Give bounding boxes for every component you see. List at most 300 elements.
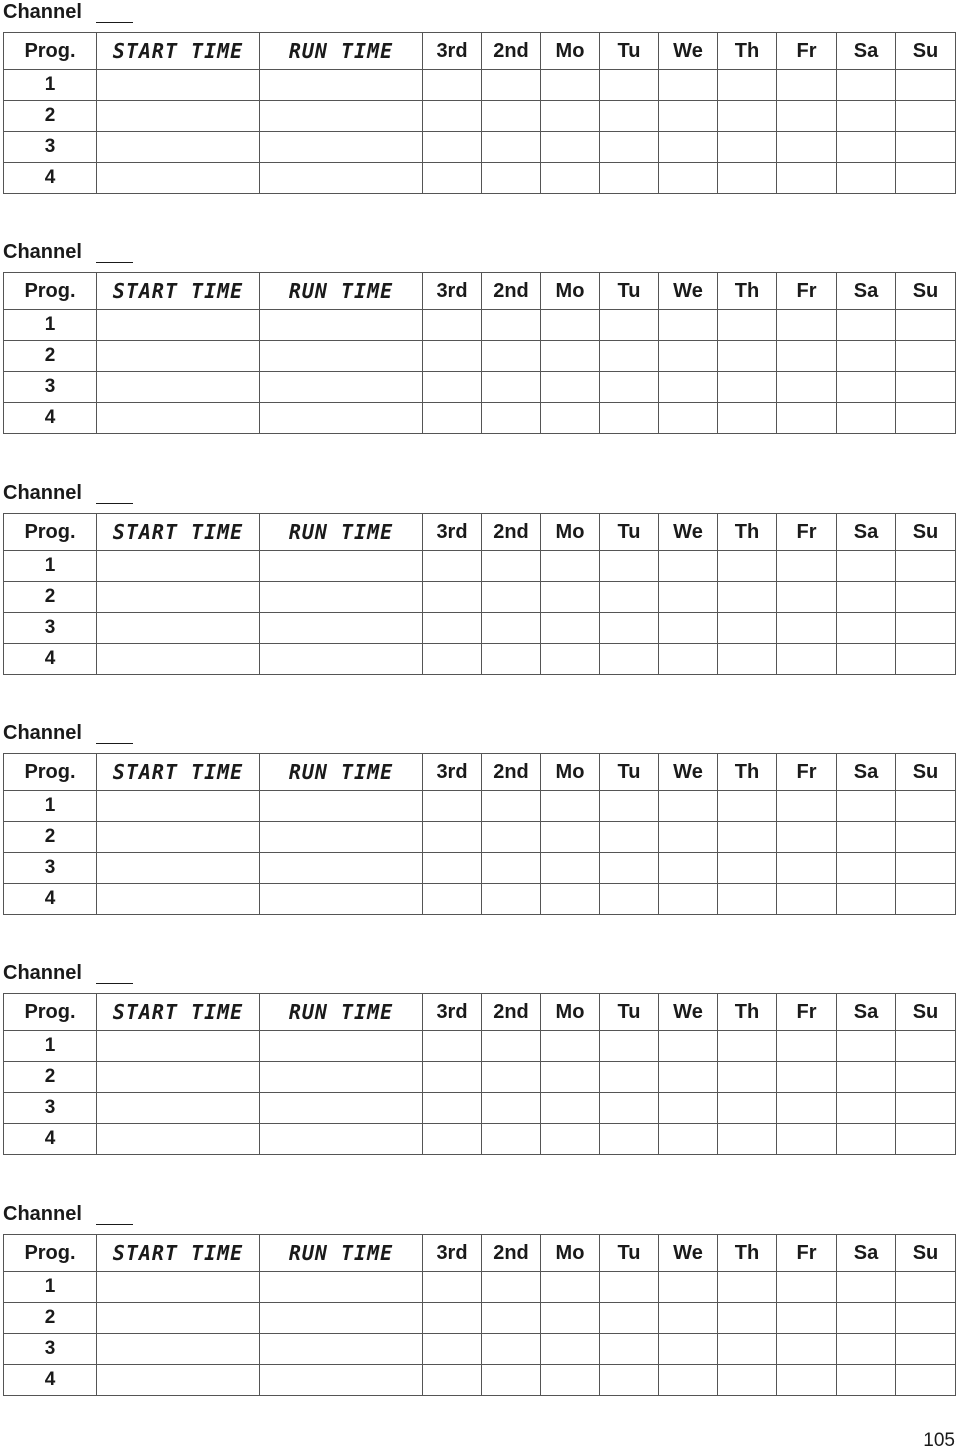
run-time-cell[interactable] [260, 1303, 423, 1334]
third-cell[interactable] [423, 853, 482, 884]
day-cell[interactable] [541, 101, 600, 132]
program-row [4, 1365, 956, 1396]
start-time-cell[interactable] [97, 644, 260, 675]
day-cell[interactable] [896, 644, 956, 675]
second-cell[interactable] [482, 644, 541, 675]
day-header: Th [718, 754, 777, 791]
day-cell[interactable] [777, 372, 837, 403]
second-cell[interactable] [482, 884, 541, 915]
day-cell[interactable] [777, 132, 837, 163]
third-cell[interactable] [423, 884, 482, 915]
day-cell[interactable] [837, 1093, 896, 1124]
run-time-cell[interactable] [260, 132, 423, 163]
schedule-table [3, 32, 956, 194]
second-cell[interactable] [482, 101, 541, 132]
start-time-cell[interactable] [97, 1365, 260, 1396]
day-cell[interactable] [541, 644, 600, 675]
second-cell[interactable] [482, 1062, 541, 1093]
day-cell[interactable] [896, 582, 956, 613]
day-cell[interactable] [541, 853, 600, 884]
header-row [4, 514, 956, 551]
day-cell[interactable] [837, 644, 896, 675]
day-cell[interactable] [659, 132, 718, 163]
day-cell[interactable] [718, 341, 777, 372]
third-cell[interactable] [423, 551, 482, 582]
program-number: 4 [4, 644, 97, 675]
day-cell[interactable] [837, 341, 896, 372]
day-cell[interactable] [896, 1303, 956, 1334]
run-time-cell[interactable] [260, 403, 423, 434]
day-cell[interactable] [659, 822, 718, 853]
start-time-cell[interactable] [97, 1031, 260, 1062]
third-cell[interactable] [423, 1124, 482, 1155]
start-time-cell[interactable] [97, 613, 260, 644]
day-cell[interactable] [777, 613, 837, 644]
second-cell[interactable] [482, 70, 541, 101]
second-cell[interactable] [482, 132, 541, 163]
day-cell[interactable] [896, 1031, 956, 1062]
prog-header: Prog. [4, 1235, 97, 1272]
start-time-cell[interactable] [97, 1062, 260, 1093]
day-cell[interactable] [541, 822, 600, 853]
run-time-cell[interactable] [260, 791, 423, 822]
day-cell[interactable] [718, 403, 777, 434]
day-header: Tu [600, 1235, 659, 1272]
day-cell[interactable] [896, 1093, 956, 1124]
channel-number-field[interactable] [96, 22, 133, 23]
day-cell[interactable] [600, 132, 659, 163]
day-cell[interactable] [600, 403, 659, 434]
channel-number-field[interactable] [96, 1224, 133, 1225]
day-cell[interactable] [541, 70, 600, 101]
day-cell[interactable] [600, 1303, 659, 1334]
day-cell[interactable] [541, 341, 600, 372]
run-time-cell[interactable] [260, 341, 423, 372]
day-cell[interactable] [600, 1365, 659, 1396]
day-cell[interactable] [896, 1272, 956, 1303]
day-cell[interactable] [600, 582, 659, 613]
run-time-cell[interactable] [260, 1272, 423, 1303]
run-time-cell[interactable] [260, 822, 423, 853]
third-cell[interactable] [423, 644, 482, 675]
second-cell[interactable] [482, 341, 541, 372]
run-time-header: RUN TIME [260, 1235, 423, 1272]
start-time-cell[interactable] [97, 372, 260, 403]
day-header: We [659, 33, 718, 70]
day-cell[interactable] [896, 853, 956, 884]
day-cell[interactable] [600, 1062, 659, 1093]
day-cell[interactable] [659, 1303, 718, 1334]
run-time-cell[interactable] [260, 310, 423, 341]
day-cell[interactable] [718, 1365, 777, 1396]
day-cell[interactable] [777, 1272, 837, 1303]
day-cell[interactable] [777, 341, 837, 372]
day-cell[interactable] [777, 310, 837, 341]
channel-section [0, 721, 960, 921]
third-cell[interactable] [423, 310, 482, 341]
program-number: 1 [4, 70, 97, 101]
day-cell[interactable] [659, 551, 718, 582]
day-cell[interactable] [541, 884, 600, 915]
day-cell[interactable] [896, 1334, 956, 1365]
start-time-cell[interactable] [97, 163, 260, 194]
start-time-cell[interactable] [97, 791, 260, 822]
day-cell[interactable] [837, 1031, 896, 1062]
day-cell[interactable] [718, 132, 777, 163]
day-cell[interactable] [659, 403, 718, 434]
second-cell[interactable] [482, 582, 541, 613]
day-cell[interactable] [896, 1365, 956, 1396]
day-cell[interactable] [718, 163, 777, 194]
day-cell[interactable] [659, 70, 718, 101]
start-time-cell[interactable] [97, 132, 260, 163]
day-cell[interactable] [659, 1093, 718, 1124]
day-header: Tu [600, 273, 659, 310]
day-cell[interactable] [837, 1334, 896, 1365]
day-cell[interactable] [718, 582, 777, 613]
third-cell[interactable] [423, 822, 482, 853]
day-cell[interactable] [837, 1365, 896, 1396]
day-cell[interactable] [896, 551, 956, 582]
day-cell[interactable] [659, 1365, 718, 1396]
day-cell[interactable] [718, 884, 777, 915]
day-cell[interactable] [600, 310, 659, 341]
run-time-cell[interactable] [260, 644, 423, 675]
day-cell[interactable] [777, 582, 837, 613]
day-cell[interactable] [541, 1124, 600, 1155]
day-header: Su [896, 1235, 956, 1272]
day-cell[interactable] [896, 613, 956, 644]
start-time-cell[interactable] [97, 1334, 260, 1365]
start-time-cell[interactable] [97, 1124, 260, 1155]
day-cell[interactable] [600, 551, 659, 582]
day-cell[interactable] [541, 1303, 600, 1334]
day-cell[interactable] [541, 403, 600, 434]
run-time-cell[interactable] [260, 551, 423, 582]
day-cell[interactable] [718, 310, 777, 341]
day-cell[interactable] [718, 853, 777, 884]
second-header: 2nd [482, 273, 541, 310]
day-cell[interactable] [837, 791, 896, 822]
third-cell[interactable] [423, 1334, 482, 1365]
day-cell[interactable] [659, 613, 718, 644]
second-cell[interactable] [482, 163, 541, 194]
day-cell[interactable] [659, 1062, 718, 1093]
day-cell[interactable] [659, 582, 718, 613]
third-cell[interactable] [423, 1031, 482, 1062]
start-time-cell[interactable] [97, 822, 260, 853]
program-number: 2 [4, 1303, 97, 1334]
day-cell[interactable] [837, 853, 896, 884]
program-row [4, 644, 956, 675]
day-cell[interactable] [896, 310, 956, 341]
channel-label: Channel [3, 1203, 82, 1225]
second-cell[interactable] [482, 853, 541, 884]
day-cell[interactable] [718, 1031, 777, 1062]
day-cell[interactable] [837, 70, 896, 101]
run-time-cell[interactable] [260, 70, 423, 101]
third-cell[interactable] [423, 1365, 482, 1396]
day-cell[interactable] [541, 1093, 600, 1124]
third-cell[interactable] [423, 1062, 482, 1093]
day-cell[interactable] [659, 1272, 718, 1303]
channel-number-field[interactable] [96, 503, 133, 504]
day-cell[interactable] [600, 163, 659, 194]
day-cell[interactable] [541, 132, 600, 163]
day-cell[interactable] [777, 884, 837, 915]
day-cell[interactable] [718, 551, 777, 582]
second-cell[interactable] [482, 403, 541, 434]
day-cell[interactable] [718, 372, 777, 403]
day-cell[interactable] [600, 1334, 659, 1365]
day-cell[interactable] [600, 101, 659, 132]
day-cell[interactable] [718, 644, 777, 675]
day-cell[interactable] [896, 822, 956, 853]
third-cell[interactable] [423, 791, 482, 822]
day-cell[interactable] [896, 101, 956, 132]
day-cell[interactable] [718, 1303, 777, 1334]
third-cell[interactable] [423, 1093, 482, 1124]
start-time-cell[interactable] [97, 582, 260, 613]
second-cell[interactable] [482, 551, 541, 582]
second-cell[interactable] [482, 1334, 541, 1365]
third-cell[interactable] [423, 163, 482, 194]
day-cell[interactable] [541, 582, 600, 613]
day-cell[interactable] [541, 310, 600, 341]
day-cell[interactable] [541, 791, 600, 822]
day-cell[interactable] [837, 163, 896, 194]
day-cell[interactable] [777, 101, 837, 132]
day-cell[interactable] [896, 70, 956, 101]
day-cell[interactable] [718, 70, 777, 101]
day-cell[interactable] [659, 791, 718, 822]
day-cell[interactable] [837, 582, 896, 613]
day-cell[interactable] [718, 1062, 777, 1093]
run-time-cell[interactable] [260, 372, 423, 403]
day-cell[interactable] [718, 822, 777, 853]
day-cell[interactable] [896, 163, 956, 194]
day-cell[interactable] [896, 1062, 956, 1093]
third-cell[interactable] [423, 341, 482, 372]
start-time-cell[interactable] [97, 403, 260, 434]
day-cell[interactable] [600, 1093, 659, 1124]
program-row [4, 403, 956, 434]
day-cell[interactable] [659, 884, 718, 915]
third-cell[interactable] [423, 582, 482, 613]
day-cell[interactable] [600, 341, 659, 372]
second-cell[interactable] [482, 613, 541, 644]
run-time-cell[interactable] [260, 1124, 423, 1155]
day-cell[interactable] [659, 341, 718, 372]
day-cell[interactable] [541, 1272, 600, 1303]
start-time-cell[interactable] [97, 1272, 260, 1303]
day-cell[interactable] [896, 372, 956, 403]
day-cell[interactable] [777, 1062, 837, 1093]
day-cell[interactable] [777, 791, 837, 822]
second-cell[interactable] [482, 791, 541, 822]
day-cell[interactable] [718, 1334, 777, 1365]
third-cell[interactable] [423, 613, 482, 644]
start-time-cell[interactable] [97, 101, 260, 132]
run-time-cell[interactable] [260, 101, 423, 132]
day-cell[interactable] [837, 613, 896, 644]
day-cell[interactable] [896, 791, 956, 822]
day-cell[interactable] [600, 372, 659, 403]
day-cell[interactable] [777, 1031, 837, 1062]
day-cell[interactable] [600, 1124, 659, 1155]
second-cell[interactable] [482, 1031, 541, 1062]
day-cell[interactable] [777, 551, 837, 582]
day-cell[interactable] [837, 1124, 896, 1155]
day-cell[interactable] [659, 1334, 718, 1365]
start-time-cell[interactable] [97, 551, 260, 582]
channel-number-field[interactable] [96, 743, 133, 744]
day-cell[interactable] [777, 644, 837, 675]
run-time-cell[interactable] [260, 853, 423, 884]
day-cell[interactable] [896, 403, 956, 434]
day-cell[interactable] [659, 163, 718, 194]
program-row [4, 1303, 956, 1334]
day-cell[interactable] [837, 101, 896, 132]
run-time-cell[interactable] [260, 1334, 423, 1365]
start-time-cell[interactable] [97, 310, 260, 341]
day-cell[interactable] [541, 1365, 600, 1396]
day-cell[interactable] [718, 1124, 777, 1155]
third-cell[interactable] [423, 70, 482, 101]
day-cell[interactable] [600, 70, 659, 101]
day-cell[interactable] [837, 822, 896, 853]
channel-number-field[interactable] [96, 262, 133, 263]
day-cell[interactable] [541, 613, 600, 644]
header-row [4, 33, 956, 70]
run-time-cell[interactable] [260, 1093, 423, 1124]
day-cell[interactable] [837, 372, 896, 403]
day-cell[interactable] [777, 1365, 837, 1396]
run-time-header: RUN TIME [260, 994, 423, 1031]
start-time-cell[interactable] [97, 884, 260, 915]
third-cell[interactable] [423, 132, 482, 163]
start-time-cell[interactable] [97, 341, 260, 372]
second-cell[interactable] [482, 310, 541, 341]
day-cell[interactable] [541, 372, 600, 403]
run-time-cell[interactable] [260, 613, 423, 644]
start-time-cell[interactable] [97, 1303, 260, 1334]
third-cell[interactable] [423, 101, 482, 132]
day-cell[interactable] [777, 1303, 837, 1334]
day-cell[interactable] [600, 822, 659, 853]
day-cell[interactable] [837, 403, 896, 434]
day-cell[interactable] [600, 884, 659, 915]
third-cell[interactable] [423, 1303, 482, 1334]
third-cell[interactable] [423, 403, 482, 434]
day-cell[interactable] [837, 884, 896, 915]
day-cell[interactable] [718, 613, 777, 644]
day-cell[interactable] [541, 551, 600, 582]
second-cell[interactable] [482, 1365, 541, 1396]
day-cell[interactable] [837, 132, 896, 163]
day-cell[interactable] [777, 1124, 837, 1155]
day-cell[interactable] [777, 822, 837, 853]
day-cell[interactable] [600, 1031, 659, 1062]
program-row [4, 101, 956, 132]
second-cell[interactable] [482, 1124, 541, 1155]
day-cell[interactable] [659, 101, 718, 132]
day-cell[interactable] [659, 644, 718, 675]
day-cell[interactable] [837, 1062, 896, 1093]
day-cell[interactable] [718, 1093, 777, 1124]
day-cell[interactable] [600, 644, 659, 675]
run-time-cell[interactable] [260, 163, 423, 194]
run-time-cell[interactable] [260, 1031, 423, 1062]
day-cell[interactable] [896, 341, 956, 372]
run-time-cell[interactable] [260, 884, 423, 915]
day-cell[interactable] [777, 70, 837, 101]
day-cell[interactable] [600, 853, 659, 884]
run-time-cell[interactable] [260, 1365, 423, 1396]
start-time-header: START TIME [97, 33, 260, 70]
start-time-cell[interactable] [97, 1093, 260, 1124]
second-cell[interactable] [482, 822, 541, 853]
day-cell[interactable] [600, 1272, 659, 1303]
day-cell[interactable] [777, 853, 837, 884]
program-number: 2 [4, 101, 97, 132]
day-cell[interactable] [896, 132, 956, 163]
third-header: 3rd [423, 1235, 482, 1272]
channel-section [0, 1202, 960, 1402]
start-time-cell[interactable] [97, 853, 260, 884]
program-number: 4 [4, 1365, 97, 1396]
day-cell[interactable] [718, 1272, 777, 1303]
day-cell[interactable] [659, 1031, 718, 1062]
day-cell[interactable] [659, 853, 718, 884]
day-cell[interactable] [837, 310, 896, 341]
day-cell[interactable] [600, 613, 659, 644]
day-cell[interactable] [541, 163, 600, 194]
day-cell[interactable] [718, 101, 777, 132]
day-cell[interactable] [777, 403, 837, 434]
run-time-cell[interactable] [260, 582, 423, 613]
day-cell[interactable] [896, 1124, 956, 1155]
day-cell[interactable] [837, 1272, 896, 1303]
day-cell[interactable] [600, 791, 659, 822]
third-cell[interactable] [423, 1272, 482, 1303]
channel-number-field[interactable] [96, 983, 133, 984]
day-cell[interactable] [837, 1303, 896, 1334]
day-cell[interactable] [777, 1093, 837, 1124]
day-cell[interactable] [541, 1334, 600, 1365]
day-cell[interactable] [777, 163, 837, 194]
schedule-table [3, 1234, 956, 1396]
third-cell[interactable] [423, 372, 482, 403]
second-cell[interactable] [482, 1272, 541, 1303]
schedule-table [3, 753, 956, 915]
day-cell[interactable] [659, 310, 718, 341]
day-cell[interactable] [659, 1124, 718, 1155]
day-header: Su [896, 273, 956, 310]
day-cell[interactable] [837, 551, 896, 582]
day-cell[interactable] [659, 372, 718, 403]
day-cell[interactable] [777, 1334, 837, 1365]
day-cell[interactable] [541, 1031, 600, 1062]
day-cell[interactable] [718, 791, 777, 822]
day-cell[interactable] [541, 1062, 600, 1093]
day-cell[interactable] [896, 884, 956, 915]
second-cell[interactable] [482, 1303, 541, 1334]
second-cell[interactable] [482, 372, 541, 403]
second-cell[interactable] [482, 1093, 541, 1124]
start-time-cell[interactable] [97, 70, 260, 101]
run-time-cell[interactable] [260, 1062, 423, 1093]
